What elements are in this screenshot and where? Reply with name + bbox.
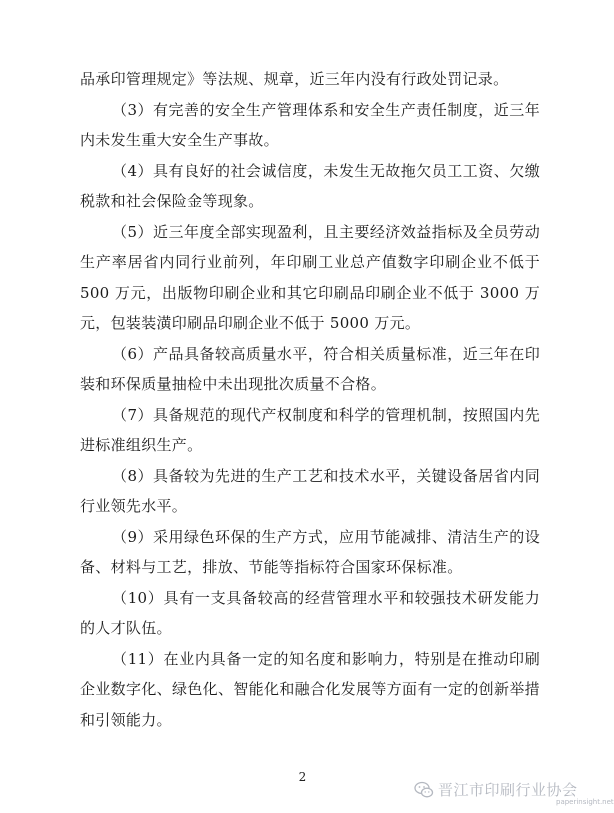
document-body [80,64,540,735]
paragraph-item-7: （7）具备规范的现代产权制度和科学的管理机制，按照国内先进标准组织生产。 [80,405,540,454]
wechat-icon [414,780,434,800]
paragraph-item-5: （5）近三年度全部实现盈利，且主要经济效益指标及全员劳动生产率居省内同行业前列，年印刷工业总产值数字印刷企业不低于 500 万元，出版物印刷企业和其它印刷品印刷企业不低于 3000 万元，包装装潢印刷品印刷企业不低于 5000 万元。 [80,222,540,332]
paragraph-continuation: 品承印管理规定》等法规、规章，近三年内没有行政处罚记录。 [80,70,509,88]
watermark [410,776,614,810]
paragraph-item-9: （9）采用绿色环保的生产方式，应用节能减排、清洁生产的设备、材料与工艺，排放、节能等指标符合国家环保标准。 [80,527,540,576]
watermark-text: 晋江市印刷行业协会 [438,781,578,799]
paragraph-item-11: （11）在业内具备一定的知名度和影响力，特别是在推动印刷企业数字化、绿色化、智能化和融合化发展等方面有一定的创新举措和引领能力。 [80,649,540,729]
paragraph-item-3: （3）有完善的安全生产管理体系和安全生产责任制度，近三年内未发生重大安全生产事故。 [80,100,540,149]
paragraph-item-6: （6）产品具备较高质量水平，符合相关质量标准，近三年在印装和环保质量抽检中未出现批次质量不合格。 [80,344,540,393]
page-number: 2 [298,770,307,784]
paragraph-item-8: （8）具备较为先进的生产工艺和技术水平，关键设备居省内同行业领先水平。 [80,466,540,515]
watermark-url: paperinsight.net [556,798,614,806]
paragraph-item-10: （10）具有一支具备较高的经营管理水平和较强技术研发能力的人才队伍。 [80,588,540,637]
paragraph-item-4: （4）具有良好的社会诚信度，未发生无故拖欠员工工资、欠缴税款和社会保险金等现象。 [80,161,540,210]
